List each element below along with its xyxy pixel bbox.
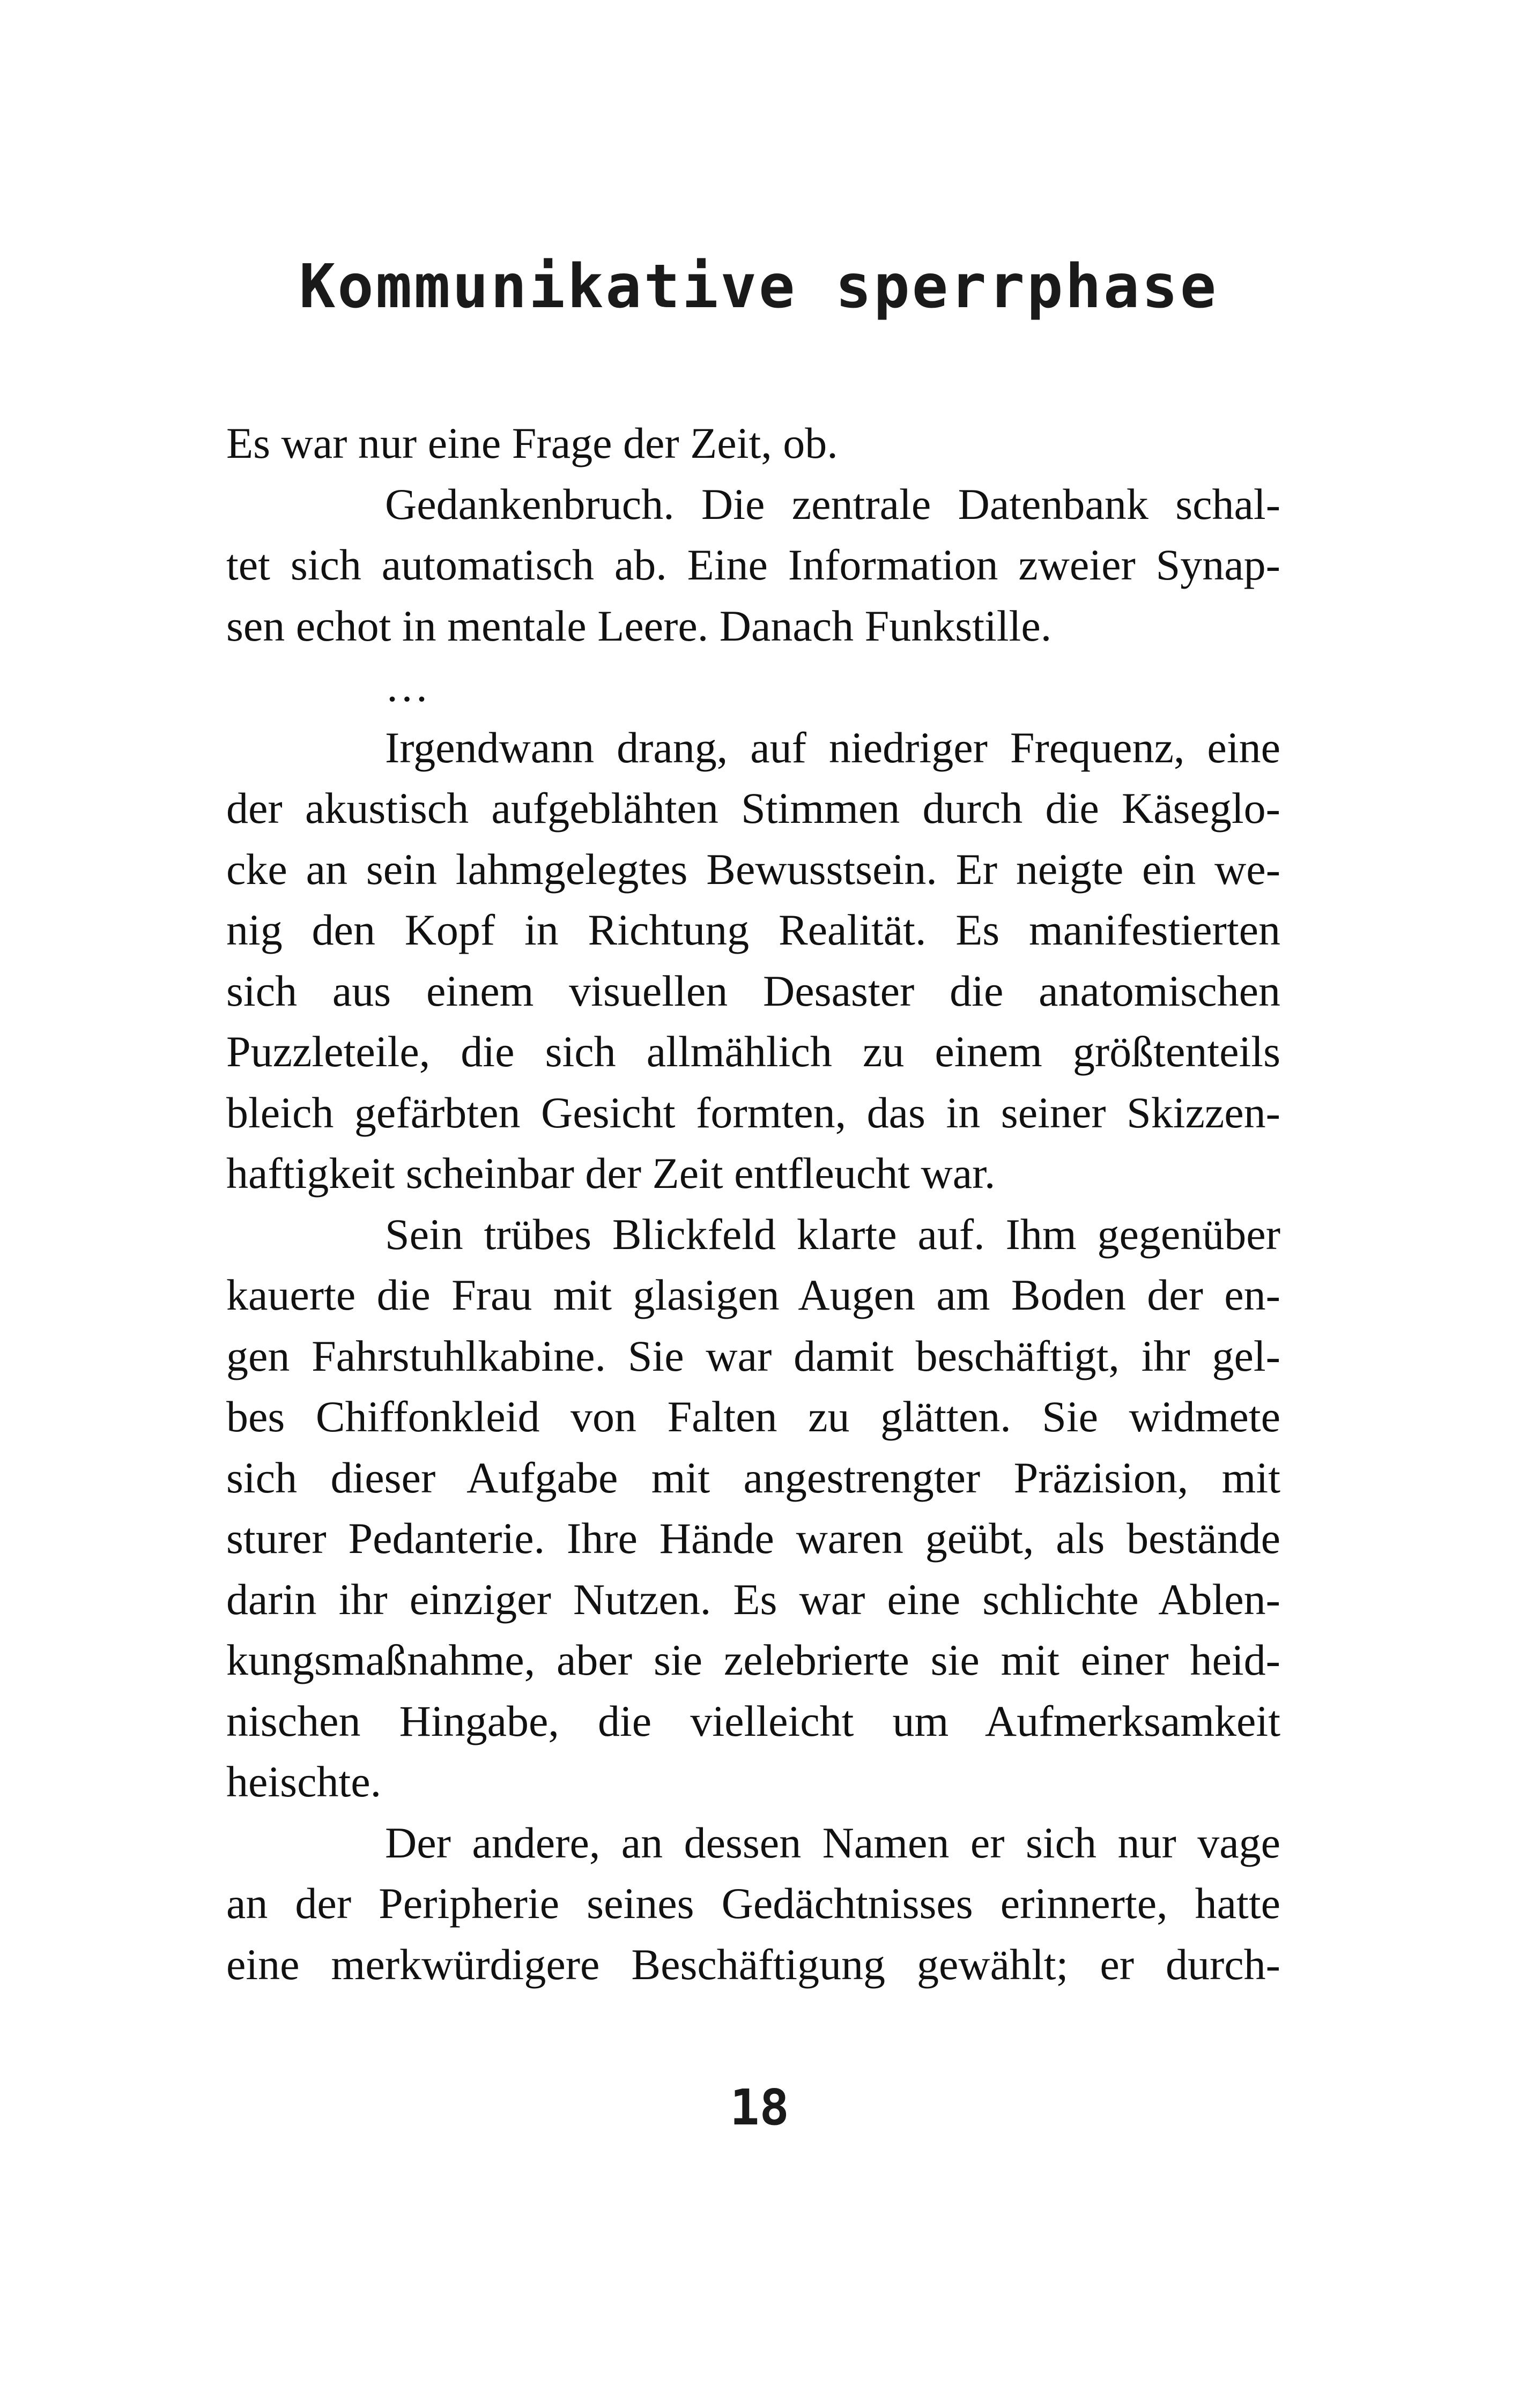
text-line: an der Peripherie seines Gedächtnisses erinnerte, hatte xyxy=(226,1879,1280,1928)
text-line: Gedankenbruch. Die zentrale Datenbank schal- xyxy=(385,479,1280,529)
page-number: 18 xyxy=(730,2079,789,2136)
text-line: Irgendwann drang, auf niedriger Frequenz, eine xyxy=(385,723,1280,772)
text-line: nischen Hingabe, die vielleicht um Aufmerksamkeit xyxy=(226,1696,1280,1745)
text-line: sturer Pedanterie. Ihre Hände waren geübt, als bestände xyxy=(226,1514,1280,1563)
text-line: tet sich automatisch ab. Eine Information zweier Synap- xyxy=(226,540,1280,589)
text-line: sich dieser Aufgabe mit angestrengter Präzision, mit xyxy=(226,1453,1280,1502)
text-line: kauerte die Frau mit glasigen Augen am Boden der en- xyxy=(226,1270,1280,1319)
text-line: Der andere, an dessen Namen er sich nur vage xyxy=(385,1818,1280,1867)
text-line: sich aus einem visuellen Desaster die anatomischen xyxy=(226,966,1280,1015)
text-line: der akustisch aufgeblähten Stimmen durch die Käseglo- xyxy=(226,784,1280,833)
text-line: bes Chiffonkleid von Falten zu glätten. Sie widmete xyxy=(226,1392,1280,1441)
text-line: bleich gefärbten Gesicht formten, das in seiner Skizzen- xyxy=(226,1088,1280,1137)
text-line: eine merkwürdigere Beschäftigung gewählt; er durch- xyxy=(226,1939,1280,1989)
text-line: sen echot in mentale Leere. Danach Funkstille. xyxy=(226,601,1052,650)
text-line: cke an sein lahmgelegtes Bewusstsein. Er neigte ein we- xyxy=(226,844,1280,894)
text-line: darin ihr einziger Nutzen. Es war eine schlichte Ablen- xyxy=(226,1574,1280,1624)
body-text xyxy=(226,413,1280,1995)
text-line: … xyxy=(385,662,429,711)
text-line: haftigkeit scheinbar der Zeit entfleucht war. xyxy=(226,1149,996,1198)
text-line: Puzzleteile, die sich allmählich zu einem größtenteils xyxy=(226,1027,1280,1076)
text-line: kungsmaßnahme, aber sie zelebrierte sie mit einer heid- xyxy=(226,1636,1280,1684)
text-line: gen Fahrstuhlkabine. Sie war damit beschäftigt, ihr gel- xyxy=(226,1331,1280,1380)
text-line: heischte. xyxy=(226,1757,382,1806)
text-line: Sein trübes Blickfeld klarte auf. Ihm gegenüber xyxy=(385,1209,1280,1259)
text-line: nig den Kopf in Richtung Realität. Es manifestierten xyxy=(226,905,1280,954)
text-line: Es war nur eine Frage der Zeit, ob. xyxy=(226,419,838,467)
chapter-title: Kommunikative sperrphase xyxy=(299,252,1219,322)
